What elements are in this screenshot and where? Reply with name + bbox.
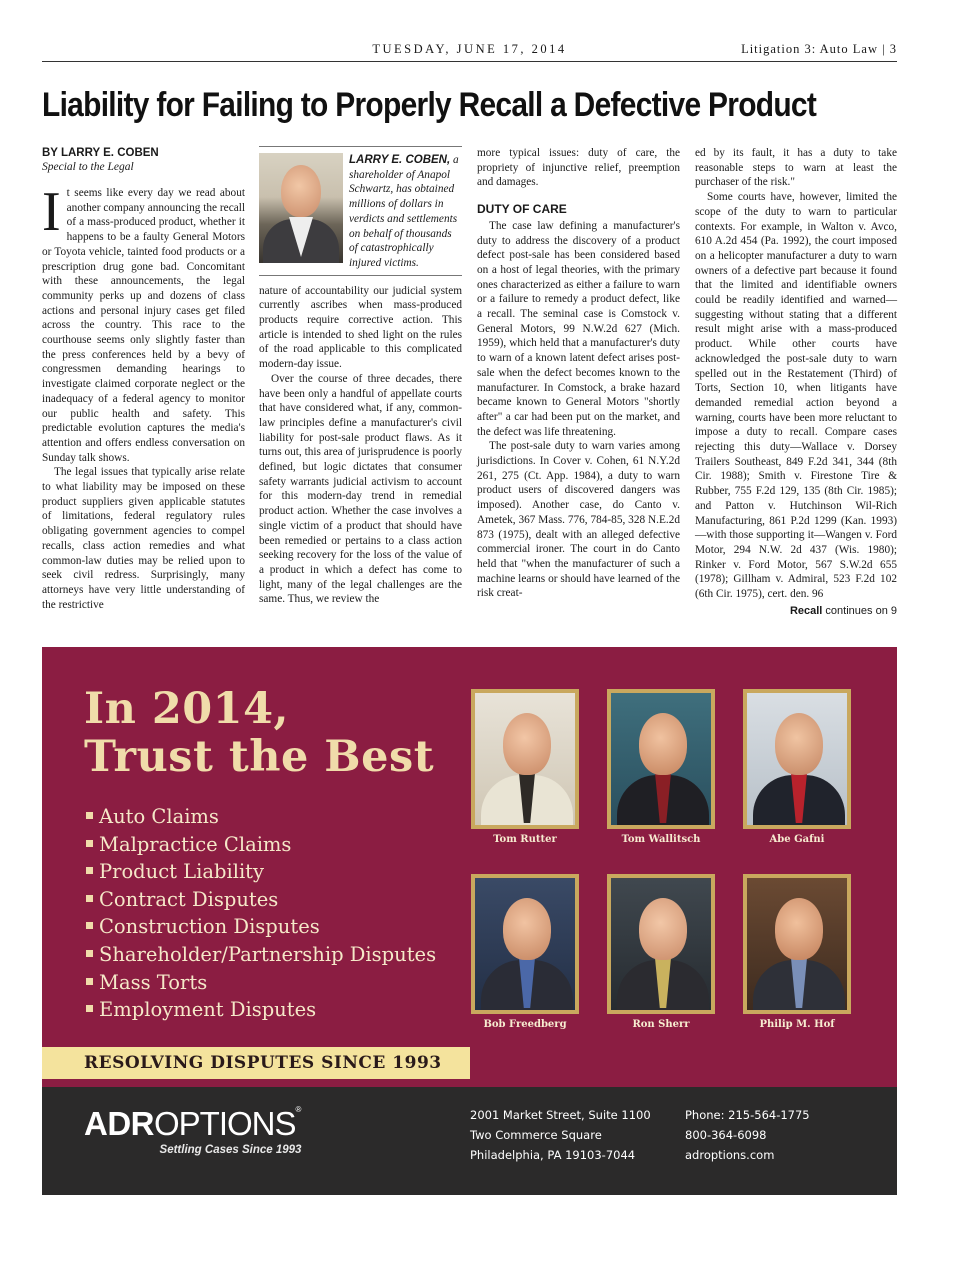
section-subhead: DUTY OF CARE bbox=[477, 202, 567, 217]
mediator-photo bbox=[471, 874, 579, 1014]
company-address bbox=[470, 1105, 651, 1165]
mediator-photo bbox=[607, 689, 715, 829]
continues-keyword: Recall bbox=[789, 604, 823, 617]
article-paragraph: ed by its fault, it has a duty to take reasonable steps to warn at least the purchaser of the risk." bbox=[695, 147, 897, 189]
mediator-card bbox=[471, 689, 579, 845]
mediator-card bbox=[607, 874, 715, 1030]
bio-text: a shareholder of Anapol Schwartz, has obtained millions of dollars in verdicts and settlements on behalf of thousands of catastrophically injured victims. bbox=[349, 154, 459, 269]
section-label: Litigation 3: Auto Law | 3 bbox=[741, 42, 897, 56]
company-logo bbox=[84, 1105, 301, 1156]
bullet-icon bbox=[86, 922, 93, 929]
bullet-icon bbox=[86, 840, 93, 847]
byline-author: BY LARRY E. COBEN bbox=[42, 147, 159, 159]
company-contact bbox=[685, 1105, 810, 1165]
advertisement bbox=[42, 647, 897, 1195]
ad-title-line: In 2014, bbox=[84, 684, 289, 734]
logo-tagline: Settling Cases Since 1993 bbox=[159, 1144, 302, 1156]
mediator-name: Tom Rutter bbox=[493, 834, 557, 845]
address-line: Two Commerce Square bbox=[470, 1128, 602, 1142]
toll-free-number: 800-364-6098 bbox=[685, 1128, 767, 1142]
address-line: Philadelphia, PA 19103-7044 bbox=[470, 1148, 636, 1162]
service-item: Contract Disputes bbox=[86, 886, 436, 914]
ad-title-line: Trust the Best bbox=[84, 732, 435, 782]
mediator-photo bbox=[607, 874, 715, 1014]
byline-role: Special to the Legal bbox=[42, 161, 134, 173]
article-paragraph: The post-sale duty to warn varies among jurisdictions. In Cover v. Cohen, 61 N.Y.2d 261, 275 (Ct. App. 1984), a duty to warn product users of discovered dangers was imposed). Another case, do Canto v. Ametek, 367 Mass. 776, 784-85, 328 N.E.2d 873 (1975), dealt with an alleged defective commercial ironer. The court in do Canto held that "when the manufacturer of such a machine learns or should have learned of the risk creat- bbox=[477, 440, 680, 600]
mediator-card bbox=[607, 689, 715, 845]
article-column-1 bbox=[42, 146, 245, 612]
bullet-icon bbox=[86, 978, 93, 985]
logo-light: OPTIONS bbox=[154, 1105, 296, 1142]
mediator-card bbox=[743, 874, 851, 1030]
logo-bold: ADR bbox=[84, 1105, 154, 1142]
bullet-icon bbox=[86, 950, 93, 957]
mediator-photo bbox=[743, 874, 851, 1014]
paragraph-text: t seems like every day we read about another company announcing the recall of a mass-produced product, whether it happens to be a faulty General Motors or Toyota vehicle, tainted food products or a prescription drug gone bad. Concomitant with these announcements, the legal community perks up and dozens of class actions and personal injury cases get filed across the country. This race to the courthouse seems only slightly faster than the press conferences held by a bevy of congressmen demanding hearings to investigate claimed corporate neglect or the inadequacy of a federal agency to monitor our public health and safety. This predictable evolution captures the media's attention and offers endless conversation on Sunday talk shows. bbox=[42, 187, 245, 464]
page-header bbox=[42, 40, 897, 62]
author-bio-box bbox=[259, 146, 462, 276]
mediator-photo bbox=[743, 689, 851, 829]
service-item: Auto Claims bbox=[86, 803, 436, 831]
website-link[interactable]: adroptions.com bbox=[685, 1148, 775, 1162]
service-item: Mass Torts bbox=[86, 969, 436, 997]
registered-mark: ® bbox=[295, 1105, 302, 1114]
mediator-photo bbox=[471, 689, 579, 829]
service-item: Shareholder/Partnership Disputes bbox=[86, 941, 436, 969]
article-column-4 bbox=[695, 146, 897, 619]
service-item: Malpractice Claims bbox=[86, 831, 436, 859]
mediator-card bbox=[743, 689, 851, 845]
issue-date: TUESDAY, JUNE 17, 2014 bbox=[372, 42, 567, 56]
service-item: Construction Disputes bbox=[86, 913, 436, 941]
service-item: Employment Disputes bbox=[86, 996, 436, 1024]
article-paragraph: Over the course of three decades, there have been only a handful of appellate courts that have considered what, if any, common-law principles define a manufacturer's civil liability for post-sale product flaws. As it turns out, this area of jurisprudence is poorly defined, but logic dictates that consumer safety warrants judicial activism to account for this modern-day trend in remedial product action. Whether the case involves a single victim of a product that should have been remedied or pertains to a class action seeking recovery for the loss of the value of a product in which a defect has come to light, many of the legal challenges are the same. Thus, we review the bbox=[259, 372, 462, 606]
article-paragraph: nature of accountability our judicial system currently ascribes when mass-produced products require corrective action. This article is intended to shed light on the rules of the road applicable to this complicated modern-day issue. bbox=[259, 284, 462, 371]
article-column-3 bbox=[477, 146, 680, 601]
ad-title bbox=[84, 685, 434, 781]
continues-text: continues on 9 bbox=[822, 604, 897, 617]
drop-cap: I bbox=[42, 181, 61, 243]
ad-banner: RESOLVING DISPUTES SINCE 1993 bbox=[42, 1047, 470, 1079]
bullet-icon bbox=[86, 812, 93, 819]
bullet-icon bbox=[86, 1005, 93, 1012]
mediator-name: Bob Freedberg bbox=[483, 1019, 567, 1030]
mediator-name: Ron Sherr bbox=[632, 1019, 690, 1030]
mediator-name: Tom Wallitsch bbox=[621, 834, 701, 845]
article-paragraph: more typical issues: duty of care, the propriety of injunctive relief, preemption and damages. bbox=[477, 147, 680, 189]
article-paragraph: The legal issues that typically arise relate to what liability may be imposed on these product suppliers given applicable statutes of limitations, federal regulatory rules obligating government agencies to compel recalls, class action remedies and what common-law duties may be relied upon to seek civil redress. Surprisingly, many attorneys have very little understanding of the restrictive bbox=[42, 466, 245, 611]
ad-footer bbox=[42, 1087, 897, 1195]
mediator-name: Philip M. Hof bbox=[759, 1019, 835, 1030]
bullet-icon bbox=[86, 867, 93, 874]
continues-note bbox=[695, 604, 897, 619]
bullet-icon bbox=[86, 895, 93, 902]
address-line: 2001 Market Street, Suite 1100 bbox=[470, 1108, 651, 1122]
article-paragraph: Some courts have, however, limited the scope of the duty to warn to particular contexts. For example, in Walton v. Avco, 610 A.2d 454 (Pa. 1992), the court imposed on a helicopter manufacturer a duty to warn owners of a defective part because it found that the limited and identifiable owners could be readily identified and warned—suggesting without stating that a different result might arise with a mass-produced product. While other courts have acknowledged the post-sale duty to warn spelled out in the Restatement (Third) of Torts, Section 10, when litigants have demanded remedial action beyond a warning, courts have been more reluctant to impose a duty to recall. Compare cases rejecting this duty—Wallace v. Dorsey Trailers Southeast, 849 F.2d 341, 344 (8th Cir. 1988); Smith v. Firestone Tire & Rubber, 755 F.2d 129, 135 (8th Cir. 1985); and Patton v. Hutchinson Wil-Rich Manufacturing, 861 P.2d 1299 (Kan. 1993)—with those supporting it—Wangen v. Ford Motor, 294 N.W. 2d 437 (Wis. 1980); Rinker v. Ford Motor, 567 S.W.2d 655 (1978); Gillham v. Admiral, 523 F.2d 102 (6th Cir. 1975), cert. den. 96 bbox=[695, 191, 897, 601]
mediator-name: Abe Gafni bbox=[769, 834, 825, 845]
author-photo bbox=[259, 153, 343, 263]
service-item: Product Liability bbox=[86, 858, 436, 886]
article-paragraph: The case law defining a manufacturer's duty to address the discovery of a product defect post-sale has been considered based on a host of legal theories, with the primary ones characterized as either a failure to warn or a failure to remedy a product defect, like a recall. The seminal case is Comstock v. General Motors, 99 N.W.2d 627 (Mich. 1959), which held that a manufacturer's duty to warn of a known latent defect arises post-sale when the defect becomes known to the manufacturer. In Comstock, a brake hazard became known to General Motors "shortly after" a car had been put on the market, and the defect was life threatening. bbox=[477, 219, 680, 438]
article-paragraph bbox=[42, 181, 245, 465]
bio-name: LARRY E. COBEN, bbox=[349, 154, 451, 166]
mediator-card bbox=[471, 874, 579, 1030]
article-column-2 bbox=[259, 146, 462, 607]
phone-number: Phone: 215-564-1775 bbox=[685, 1108, 810, 1122]
services-list bbox=[86, 803, 436, 1024]
article-headline: Liability for Failing to Properly Recall a Defective Product bbox=[42, 86, 817, 124]
